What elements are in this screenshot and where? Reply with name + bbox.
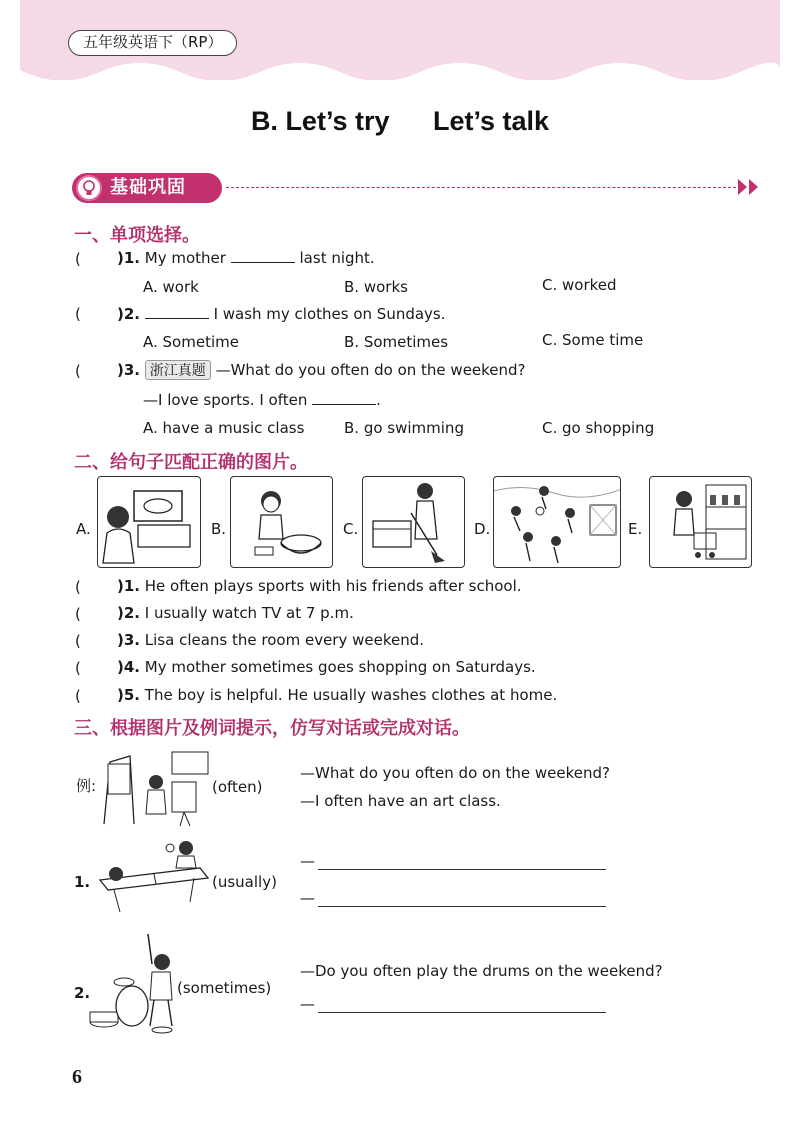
picture-c-cleaning-room[interactable] [362,476,465,568]
answer-blank[interactable] [145,304,209,319]
match-sentence-4: )4. My mother sometimes goes shopping on Saturdays. [117,658,536,676]
page-title [0,106,800,137]
match-sentence-1: )1. He often plays sports with his friends after school. [117,577,522,595]
title-part1: B. Let’s try [250,106,390,136]
answer-line[interactable] [318,1012,606,1013]
part3-heading: 三、根据图片及例词提示，仿写对话或完成对话。 [74,718,470,739]
item-2-hint: (sometimes) [177,979,272,997]
picture-d-playing-football[interactable] [493,476,621,568]
option-a[interactable]: A. work [143,278,199,296]
answer-paren: ( [75,605,81,623]
answer-blank[interactable] [231,248,295,263]
option-b[interactable]: B. works [344,278,408,296]
item-1-hint: (usually) [212,873,277,891]
part1-heading: 一、单项选择。 [74,225,200,246]
match-sentence-2: )2. I usually watch TV at 7 p.m. [117,604,354,622]
answer-paren: ( [75,362,81,380]
section-divider [226,187,736,188]
picture-label-d: D. [474,520,491,538]
picture-label-a: A. [76,520,91,538]
picture-label-b: B. [211,520,227,538]
item-1-number: 1. [74,873,91,891]
picture-b-washing-clothes[interactable] [230,476,333,568]
lightbulb-icon [76,175,102,201]
match-sentence-5: )5. The boy is helpful. He usually washes clothes at home. [117,686,558,704]
answer-paren: ( [75,632,81,650]
ping-pong-illustration [90,838,212,918]
drums-illustration [88,926,184,1042]
option-c[interactable]: C. Some time [542,331,644,349]
page-number: 6 [72,1066,82,1088]
question-2: )2. I wash my clothes on Sundays. [117,305,446,323]
question-3: )3. 浙江真题 —What do you often do on the weekend? [117,361,526,379]
question-1: )1. My mother last night. [117,249,375,267]
example-hint: (often) [212,778,263,796]
answer-paren: ( [75,578,81,596]
answer-paren: ( [75,687,81,705]
option-a[interactable]: A. Sometime [143,333,239,351]
art-class-illustration [100,742,212,828]
answer-paren: ( [75,250,81,268]
answer-paren: ( [75,659,81,677]
item-2-line1: —Do you often play the drums on the weekend? [300,962,663,980]
source-tag: 浙江真题 [145,360,211,380]
picture-a-watching-tv[interactable] [97,476,201,568]
question-3-line2: —I love sports. I often . [143,391,381,409]
title-part2: Let’s talk [433,106,550,136]
part2-heading: 二、给句子匹配正确的图片。 [74,452,308,473]
option-c[interactable]: C. worked [542,276,617,294]
option-b[interactable]: B. Sometimes [344,333,449,351]
answer-line[interactable] [318,906,606,907]
double-arrow-icon [738,178,760,196]
answer-paren: ( [75,305,81,323]
answer-line[interactable] [318,869,606,870]
example-line2: —I often have an art class. [300,792,501,810]
example-line1: —What do you often do on the weekend? [300,764,610,782]
example-label: 例: [76,777,97,795]
item-2-number: 2. [74,984,91,1002]
option-c[interactable]: C. go shopping [542,419,655,437]
option-b[interactable]: B. go swimming [344,419,464,437]
match-sentence-3: )3. Lisa cleans the room every weekend. [117,631,425,649]
option-a[interactable]: A. have a music class [143,419,305,437]
picture-label-e: E. [628,520,643,538]
answer-blank[interactable] [312,390,376,405]
picture-label-c: C. [343,520,359,538]
section-label: 基础巩固 [110,177,186,198]
book-title-tag: 五年级英语下（RP） [68,30,237,56]
picture-e-shopping[interactable] [649,476,752,568]
